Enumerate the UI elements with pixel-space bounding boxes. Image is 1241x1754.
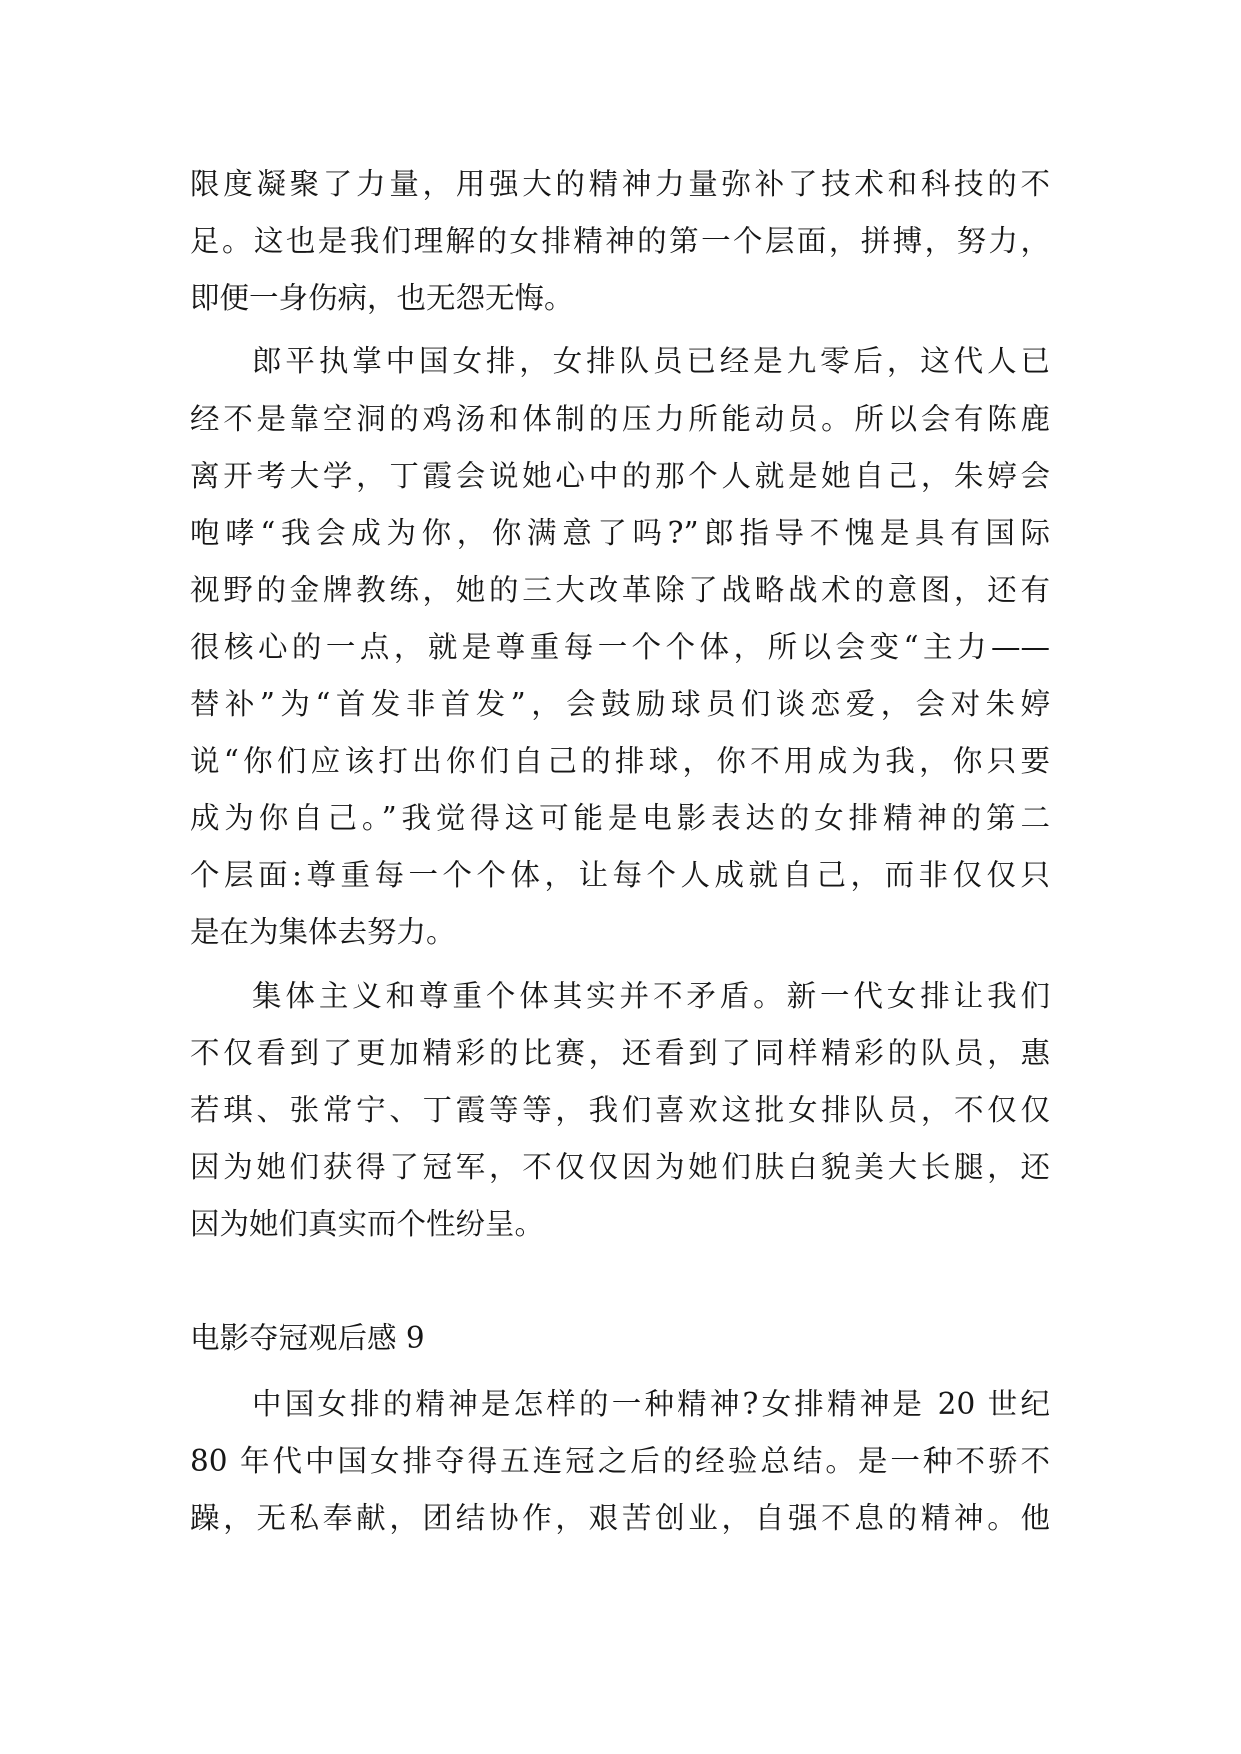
paragraph-3-line-3: 若琪、张常宁、丁霞等等，我们喜欢这批女排队员，不仅仅 — [190, 1093, 1050, 1127]
paragraph-4-line-1: 中国女排的精神是怎样的一种精神?女排精神是 20 世纪 — [252, 1387, 1050, 1421]
paragraph-4-line-2: 80 年代中国女排夺得五连冠之后的经验总结。是一种不骄不 — [190, 1444, 1050, 1478]
paragraph-2-line-7: 替补”为“首发非首发”，会鼓励球员们谈恋爱，会对朱婷 — [190, 687, 1050, 721]
section-heading: 电影夺冠观后感 9 — [190, 1321, 425, 1355]
paragraph-2-line-4: 咆哮“我会成为你，你满意了吗?”郎指导不愧是具有国际 — [190, 516, 1050, 550]
paragraph-2-line-8: 说“你们应该打出你们自己的排球，你不用成为我，你只要 — [190, 744, 1050, 778]
paragraph-2-line-10: 个层面:尊重每一个个体，让每个人成就自己，而非仅仅只 — [190, 858, 1050, 892]
paragraph-3-line-1: 集体主义和尊重个体其实并不矛盾。新一代女排让我们 — [252, 979, 1050, 1013]
paragraph-1-line-3: 即便一身伤病，也无怨无悔。 — [190, 281, 574, 315]
paragraph-1-line-1: 限度凝聚了力量，用强大的精神力量弥补了技术和科技的不 — [190, 167, 1050, 201]
paragraph-2-line-11: 是在为集体去努力。 — [190, 915, 456, 949]
paragraph-4-line-3: 躁，无私奉献，团结协作，艰苦创业，自强不息的精神。他 — [190, 1501, 1050, 1535]
paragraph-2-line-1: 郎平执掌中国女排，女排队员已经是九零后，这代人已 — [252, 344, 1050, 378]
paragraph-2-line-2: 经不是靠空洞的鸡汤和体制的压力所能动员。所以会有陈鹿 — [190, 402, 1050, 436]
paragraph-2-line-9: 成为你自己。”我觉得这可能是电影表达的女排精神的第二 — [190, 801, 1050, 835]
paragraph-3-line-5: 因为她们真实而个性纷呈。 — [190, 1207, 545, 1241]
paragraph-2-line-5: 视野的金牌教练，她的三大改革除了战略战术的意图，还有 — [190, 573, 1050, 607]
paragraph-2-line-3: 离开考大学，丁霞会说她心中的那个人就是她自己，朱婷会 — [190, 459, 1050, 493]
paragraph-1-line-2: 足。这也是我们理解的女排精神的第一个层面，拼搏，努力， — [190, 224, 1050, 258]
paragraph-2-line-6: 很核心的一点，就是尊重每一个个体，所以会变“主力—— — [190, 630, 1050, 664]
paragraph-3-line-2: 不仅看到了更加精彩的比赛，还看到了同样精彩的队员，惠 — [190, 1036, 1050, 1070]
paragraph-3-line-4: 因为她们获得了冠军，不仅仅因为她们肤白貌美大长腿，还 — [190, 1150, 1050, 1184]
